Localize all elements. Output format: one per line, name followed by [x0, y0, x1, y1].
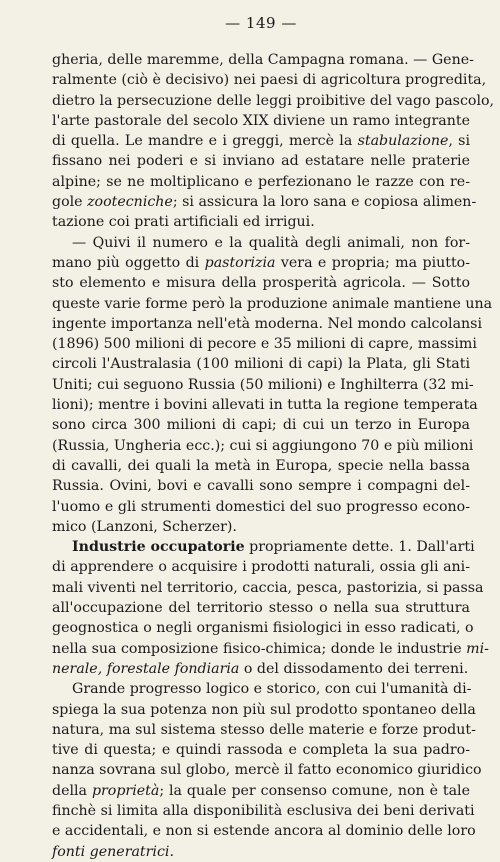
- text-run: vera e propria; ma piutto-: [275, 254, 470, 271]
- text-run: (1896) 500 milioni di pecore e 35 milioni di capre, massimi: [52, 336, 477, 353]
- text-run: mico (Lanzoni, Scherzer).: [52, 518, 237, 535]
- text-line: [52, 415, 470, 435]
- text-run: spiega la sua potenza non più sul prodotto spontaneo della: [52, 701, 476, 718]
- text-line: [52, 618, 474, 638]
- text-run: di cavalli, dei quali la metà in Europa, specie nella bassa: [52, 457, 470, 474]
- text-run: Uniti; cui seguono Russia (50 milioni) e Inghilterra (32 mi-: [52, 376, 474, 393]
- text-line: [52, 821, 476, 841]
- text-line: [52, 395, 478, 415]
- text-run: all'occupazione del territorio stesso o nella sua struttura: [52, 600, 470, 617]
- text-line: [52, 91, 495, 111]
- text-line: [52, 314, 482, 334]
- text-line: [52, 659, 470, 679]
- text-line: [52, 476, 470, 496]
- text-run: gole: [52, 194, 88, 211]
- text-line: [52, 578, 484, 598]
- text-line: [52, 172, 470, 192]
- text-run: ; si assicura la loro sana e copiosa alimen-: [172, 194, 477, 211]
- italic-term: stabulazione: [357, 133, 449, 150]
- text-run: di quella. Le mandre e i greggi, mercè la: [52, 133, 358, 150]
- text-line: [52, 557, 470, 577]
- text-line: [52, 537, 475, 557]
- text-line: [52, 111, 470, 131]
- text-line: [52, 740, 470, 760]
- text-run: tazione coi prati artificiali ed irrigui.: [52, 214, 315, 231]
- text-run: fissano nei poderi e si inviano ad estatare nelle praterie: [52, 153, 470, 170]
- text-run: gheria, delle maremme, della Campagna romana. — Gene-: [52, 52, 474, 68]
- text-run: o del dissodamento dei terreni.: [239, 660, 469, 677]
- text-line: [52, 334, 477, 354]
- italic-term: mi-: [466, 640, 489, 657]
- text-run: mano più oggetto di: [52, 254, 205, 271]
- text-line: [52, 720, 476, 740]
- text-run: circoli l'Australasia (100 milioni di capi) la Plata, gli Stati: [52, 356, 470, 373]
- text-run: Grande progresso logico e storico, con cui l'umanità di-: [72, 681, 472, 698]
- text-line: [52, 294, 493, 314]
- text-run: geognostica o negli organismi fisiologici in esso radicati, o: [52, 620, 474, 637]
- text-run: queste varie forme però la produzione animale mantiene una: [52, 295, 493, 312]
- paragraph: [52, 679, 482, 862]
- italic-term: nerale, forestale fondiaria: [52, 660, 240, 677]
- text-line: [52, 192, 477, 212]
- text-line: [52, 517, 470, 537]
- paragraph: [52, 50, 495, 233]
- paragraph: [52, 537, 489, 679]
- text-run: sto elemento e misura della prosperità agricola. — Sotto: [52, 275, 470, 292]
- text-run: l'uomo e gli strumenti domestici del suo progresso econo-: [52, 498, 470, 515]
- text-run: ingente importanza nell'età moderna. Nel mondo calcolansi: [52, 315, 482, 332]
- text-run: nella sua composizione fisico-chimica; donde le industrie: [52, 640, 467, 657]
- text-line: [52, 679, 470, 699]
- text-line: [52, 842, 470, 862]
- text-line: [52, 436, 474, 456]
- text-line: [52, 50, 474, 70]
- text-run: lioni); mentre i bovini allevati in tutta la regione temperata: [52, 397, 478, 414]
- text-run: propriamente dette. 1. Dall'arti: [244, 539, 475, 556]
- text-run: — Quivi il numero e la qualità degli animali, non for-: [72, 234, 470, 251]
- text-run: tive di questa; e quindi rassoda e completa la sua padro-: [52, 742, 470, 759]
- text-run: , si: [448, 133, 471, 150]
- text-line: [52, 233, 470, 253]
- text-run: alpine; se ne moltiplicano e perfezionano le razze con re-: [52, 173, 470, 190]
- text-line: [52, 639, 489, 659]
- text-run: sono circa 300 milioni di capi; di cui un terzo in Europa: [52, 417, 470, 434]
- body-text: [52, 50, 495, 862]
- text-run: natura, ma sul sistema stesso delle materie e forze produt-: [52, 721, 476, 738]
- text-line: [52, 273, 470, 293]
- italic-term: zootecniche: [87, 194, 173, 211]
- text-line: [52, 456, 470, 476]
- text-run: ralmente (ciò è decisivo) nei paesi di agricoltura progredita,: [52, 72, 487, 89]
- text-line: [52, 760, 482, 780]
- bold-heading: Industrie occupatorie: [72, 539, 245, 556]
- italic-term: proprietà: [91, 782, 160, 799]
- text-run: Russia. Ovini, bovi e cavalli sono sempre i compagni del-: [52, 478, 470, 495]
- paragraph: [52, 233, 493, 537]
- text-line: [52, 354, 470, 374]
- text-line: [52, 375, 474, 395]
- text-line: [52, 598, 470, 618]
- text-run: (Russia, Ungheria ecc.); cui si aggiungono 70 e più milioni: [52, 437, 474, 454]
- text-run: dietro la persecuzione delle leggi proibitive del vago pascolo,: [52, 92, 495, 109]
- text-run: ; la quale per consenso comune, non è tale: [159, 782, 470, 799]
- italic-term: fonti generatrici: [52, 843, 170, 860]
- page-number: — 149 —: [225, 14, 297, 32]
- italic-term: pastorizia: [204, 254, 276, 271]
- text-line: [52, 70, 487, 90]
- text-line: [52, 131, 470, 151]
- text-run: mali viventi nel territorio, caccia, pesca, pastorizia, si passa: [52, 579, 484, 596]
- text-run: della: [52, 782, 92, 799]
- text-run: .: [169, 843, 174, 860]
- text-line: [52, 497, 470, 517]
- text-line: [52, 212, 470, 232]
- text-line: [52, 151, 470, 171]
- text-run: nanza sovrana sul globo, mercè il fatto economico giuridico: [52, 762, 482, 779]
- text-line: [52, 253, 470, 273]
- text-line: [52, 700, 476, 720]
- text-line: [52, 781, 470, 801]
- text-line: [52, 801, 475, 821]
- text-run: finchè si limita alla disponibilità esclusiva dei beni derivati: [52, 802, 475, 819]
- text-run: l'arte pastorale del secolo XIX diviene un ramo integrante: [52, 112, 470, 129]
- text-run: di apprendere o acquisire i prodotti naturali, ossia gli ani-: [52, 559, 470, 576]
- text-run: e accidentali, e non si estende ancora al dominio delle loro: [52, 823, 476, 840]
